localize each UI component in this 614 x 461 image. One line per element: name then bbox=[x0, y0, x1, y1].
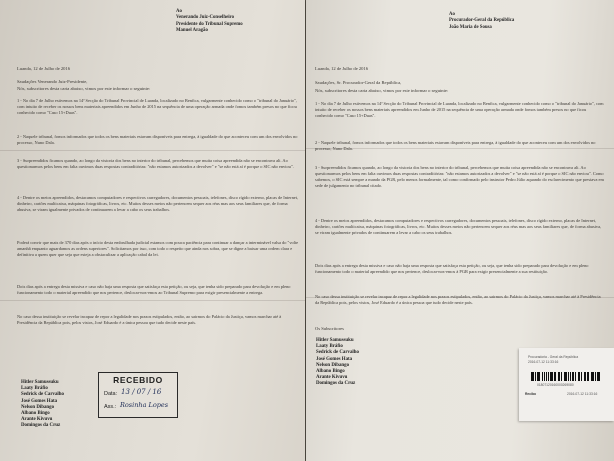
paragraph: 2 - Naquele tribunal, fomos informados que todos os bens materiais estavam disponíveis para entrega, à igualdade do que aconteceu com um dos envolvidos no processo, Nuno Dala. bbox=[17, 134, 298, 145]
receipt-line: 2016-07-12 11:33:16 bbox=[528, 360, 559, 364]
signatory-name: Albano Bingo bbox=[316, 369, 345, 375]
barcode-bar bbox=[579, 372, 580, 381]
stamp-signature-label: Ass.: bbox=[104, 404, 117, 410]
signatory-name: Laaty Bráfio bbox=[316, 344, 343, 350]
paragraph: No caso dessa instituição se revelar incapaz de repor a legalidade nos prazos estipulados, então, ao sairmos do Palácio da Justiça, vamos marchar até à Presidência da República pois, pelos vistos, José Eduardo é a única pessoa que tudo decide neste país. bbox=[17, 314, 282, 325]
paragraph: 3 - Surpreendidos ficamos quando, ao longo da vistoria dos bens no interior do tribunal, percebemos que muita coisa apreendida não se encontrava ali. Ao questionarmos pelos bens em falta ouvimos duas respostas contraditórias: "não estamos autorizados a devolver" e "se não está aí é porque o SIC não enviou". Como sabemos, o SIC está sempre a mando da PGR, pelo menos formalmente, tal como confirmado pelo instrutor Pedro Júlio aquando do esclarecimento que prestava em sede de julgamento no tribunal citado. bbox=[315, 165, 604, 188]
stamp-title: RECEBIDO bbox=[113, 375, 163, 385]
signatory-name: José Gomes Hata bbox=[316, 356, 353, 362]
barcode-bar bbox=[568, 372, 569, 381]
salutation: Saudações, Sr. Procurador-Geral da República, bbox=[315, 80, 402, 85]
date-line: Luanda, 12 de Julho de 2016 bbox=[315, 66, 369, 71]
received-stamp bbox=[98, 372, 178, 418]
barcode-bar bbox=[575, 372, 576, 381]
signatory-name: Nelson Dibango bbox=[21, 404, 55, 410]
addressee-line: Ao bbox=[449, 12, 455, 17]
closing-line: Os Subscritores bbox=[315, 326, 344, 331]
barcode-bar bbox=[552, 372, 553, 381]
addressee-line: Procurador-Geral da República bbox=[449, 18, 515, 24]
addressee-line: Ao bbox=[176, 9, 182, 14]
paragraph: 3 - Surpreendidos ficamos quando, ao longo da vistoria dos bens no interior do tribunal, percebemos que muita coisa apreendida não se encontrava ali. Ao questionarmos pelos bens em falta ouvimos duas respostas contraditórias: "não estamos autorizados a devolver" e "se não está aí é porque o SIC não enviou". bbox=[17, 158, 294, 169]
addressee-block bbox=[176, 9, 243, 35]
letter-to-supreme-court bbox=[0, 0, 305, 461]
addressee-block bbox=[449, 12, 514, 31]
barcode-bar bbox=[561, 372, 562, 381]
addressee-line: Venerando Juiz-Conselheiro bbox=[176, 15, 234, 21]
receipt-footer-right: 2016-07-12 11:33:16 bbox=[567, 392, 598, 396]
stamp-date-handwritten: 13 / 07 / 16 bbox=[121, 388, 162, 396]
date-line: Luanda, 12 de Julho de 2016 bbox=[17, 66, 71, 71]
paragraph: Dois dias após a entrega desta missiva e caso não haja uma resposta que satisfaça esta petição, ou seja, que tenha sido preparado para devolução e em pleno funcionamento todo o material apreendido que nos pertence, deslocar-nos-emos à PGR para exigir presencialmente a sua restituição. bbox=[315, 263, 589, 274]
intro-line: Nós, subscritores desta carta abaixo, vimos por este informar o seguinte: bbox=[315, 88, 449, 93]
signatory-name: Sedrick de Carvalho bbox=[316, 350, 359, 356]
pgr-receipt-slip bbox=[519, 348, 614, 421]
stamp-signature-handwritten: Rosinha Lopes bbox=[120, 401, 169, 409]
addressee-line: Presidente do Tribunal Supremo bbox=[176, 21, 243, 27]
barcode-bar bbox=[538, 372, 540, 381]
addressee-line: Manuel Aragão bbox=[176, 28, 208, 34]
signatory-list bbox=[21, 380, 64, 430]
paragraph: 1 - No dia 7 de Julho estivemos na 14ª Secção do Tribunal Provincial de Luanda, localizado no Benfica, vulgarmente conhecido como o "tribunal do Januário", com intuito de receber os nossos bens materiais apreendidos em Junho de 2015 na sequência de uma operação armada onde fomos também presos no que ficou conhecido como "Caso 15+Duas". bbox=[315, 101, 604, 118]
paragraph: Dois dias após a entrega desta missiva e caso não haja uma resposta que satisfaça esta petição, ou seja, que tenha sido preparado para devolução e em pleno funcionamento todo o material apreendido que nos pertence, deslocar-nos-emos ao Tribunal Supremo para exigir presencialmente a entrega. bbox=[17, 284, 291, 295]
signatory-name: Domingos da Cruz bbox=[21, 423, 61, 429]
barcode-bar bbox=[592, 372, 593, 381]
barcode-bar bbox=[548, 372, 549, 381]
addressee-line: João Maria de Sousa bbox=[449, 24, 492, 30]
paragraph: 2 - Naquele tribunal, fomos informados que todos os bens materiais estavam disponíveis para entrega, à igualdade do que aconteceu com um dos envolvidos no processo, Nuno Dala. bbox=[315, 140, 596, 151]
signatory-name: Nelson Dibango bbox=[316, 362, 350, 368]
signatory-name: Domingos da Cruz bbox=[316, 381, 356, 387]
barcode-bar bbox=[532, 372, 533, 381]
paragraph: No caso dessa instituição se revelar incapaz de repor a legalidade nos prazos estipulados, então, ao sairmos do Palácio da Justiça, vamos marchar até à Presidência da República pois, pelos vistos, José Eduardo é a única pessoa que tudo decide neste país. bbox=[315, 294, 601, 305]
signatory-name: Arante Kivuvu bbox=[316, 375, 348, 381]
barcode-bar bbox=[535, 372, 536, 381]
signatory-name: Hitler Samussuku bbox=[316, 338, 354, 343]
barcode-bar bbox=[587, 372, 589, 381]
barcode-bar bbox=[598, 372, 599, 381]
paragraph: 4 - Dentre os meios apreendidos, destacamos computadores e respectivos carregadores, documentos pessoais, telefones, disco rígido externo, placas de Internet, dinheiro, cartões multicaixa, máquinas fotográficas, livros, etc. Muitos desses meios não pertencem sequer aos réus mas aos seus familiares que, de forma abusiva, se viram igualmente privados de continuarem a levar a cabo os seus trabalhos. bbox=[17, 195, 299, 212]
paragraph: Poderá convir que mais de 370 dias após o início desta embrulhada judicial estamos com pouca paciência para continuar a dançar a interminável valsa do "volte amanhã enquanto aguardamos as ordens superiores". Solicitamos por isso, com todo o respeito que ainda nos sobra, que se digne a baixar uma ordem clara e definitiva a quem quer que seja que esteja a obstaculizar a aplicação cabal da lei. bbox=[17, 240, 299, 257]
intro-line: Nós, subscritores desta carta abaixo, vimos por este informar o seguinte: bbox=[17, 86, 151, 91]
barcode-number: 01807120160000269080 bbox=[537, 383, 574, 387]
receipt-line: Procuradoria - Geral da República bbox=[528, 355, 579, 359]
receipt-footer-left: Recibo bbox=[525, 392, 536, 396]
barcode-bar bbox=[565, 372, 566, 381]
barcode-bar bbox=[595, 372, 596, 381]
barcode-bar bbox=[542, 372, 543, 381]
signatory-name: Albano Bingo bbox=[21, 411, 50, 417]
signatory-name: Laaty Bráfio bbox=[21, 386, 48, 392]
paragraph: 1 - No dia 7 de Julho estivemos na 14ª Secção do Tribunal Provincial de Luanda, localizado no Benfica, vulgarmente conhecido como o "tribunal do Januário", com intuito de receber os nossos bens materiais apreendidos em Junho de 2015 na sequência de uma operação armada onde fomos também presos no que ficou conhecido como "Caso 15+Duas". bbox=[17, 98, 297, 115]
salutation: Saudações Venerando Juiz-Presidente, bbox=[17, 79, 88, 84]
barcode-bar bbox=[546, 372, 547, 381]
signatory-name: Sedrick de Carvalho bbox=[21, 392, 64, 398]
signatory-name: Arante Kivuvu bbox=[21, 417, 53, 423]
barcode-bar bbox=[559, 372, 560, 381]
signatory-name: José Gomes Hata bbox=[21, 398, 58, 404]
paragraph: 4 - Dentre os meios apreendidos, destacamos computadores e respectivos carregadores, documentos pessoais, telefones, disco rígido externo, placas de Internet, dinheiro, cartões multicaixa, máquinas fotográficas, livros, etc. Muitos desses meios não pertencem sequer aos réus mas aos seus familiares que, de forma abusiva, se viram igualmente privados de continuarem a levar a cabo os seus trabalhos. bbox=[315, 218, 602, 235]
barcode-bar bbox=[581, 372, 582, 381]
signatory-name: Hitler Samussuku bbox=[21, 380, 59, 385]
stamp-date-label: Data: bbox=[104, 391, 118, 397]
barcode-bar bbox=[585, 372, 586, 381]
signatory-list bbox=[316, 338, 359, 388]
barcode bbox=[531, 372, 601, 381]
barcode-bar bbox=[554, 372, 556, 381]
barcode-bar bbox=[572, 372, 574, 381]
